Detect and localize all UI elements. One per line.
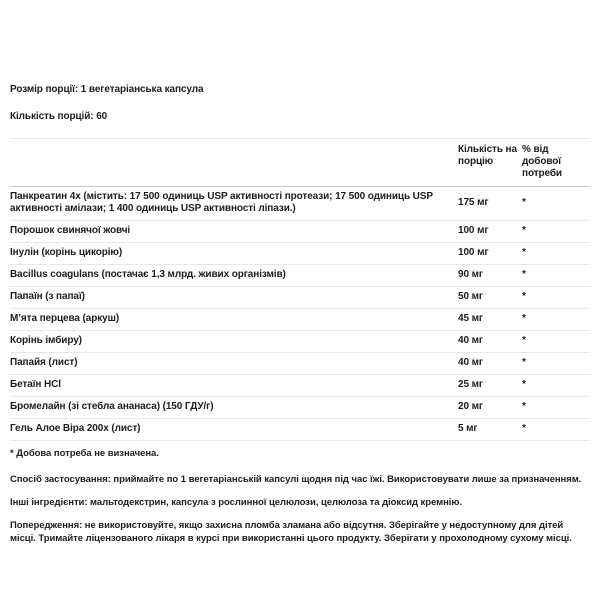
ingredient-name: Папаїн (з папаї) — [10, 291, 85, 302]
table-row — [10, 331, 590, 353]
ingredient-amount: 45 мг — [458, 313, 483, 324]
warning-text: Попередження: не використовуйте, якщо захисна пломба зламана або відсутня. Зберігайте у недоступному для дітей місці. Тримайте ліцензованого лікаря в курсі при використанні цього продукту. Зберігати у прохолодному сухому місці. — [10, 520, 572, 544]
table-row — [10, 397, 590, 419]
ingredient-amount: 20 мг — [458, 401, 483, 412]
header-daily-value: % від добової потреби — [522, 144, 562, 179]
ingredient-daily-value: * — [522, 247, 526, 258]
header-ingredient-spacer — [10, 144, 458, 180]
directions-text: Спосіб застосування: приймайте по 1 вегетаріанській капсулі щодня під час їжі. Використовувати лише за призначенням. — [10, 474, 582, 485]
ingredient-daily-value: * — [522, 401, 526, 412]
ingredient-daily-value: * — [522, 313, 526, 324]
daily-value-footnote: * Добова потреба не визначена. — [10, 448, 159, 459]
table-row — [10, 309, 590, 331]
ingredient-name: Bacillus coagulans (постачає 1,3 млрд. живих організмів) — [10, 269, 286, 280]
serving-size-line: Розмір порції: 1 вегетаріанська капсула — [10, 84, 204, 95]
ingredient-daily-value: * — [522, 291, 526, 302]
ingredient-name: Інулін (корінь цикорію) — [10, 247, 123, 258]
ingredients-table — [10, 138, 590, 441]
ingredient-amount: 40 мг — [458, 357, 483, 368]
ingredient-daily-value: * — [522, 269, 526, 280]
ingredient-amount: 100 мг — [458, 225, 489, 236]
ingredient-daily-value: * — [522, 197, 526, 208]
ingredient-amount: 175 мг — [458, 197, 489, 208]
table-row — [10, 353, 590, 375]
other-ingredients-text: Інші інгредієнти: мальтодекстрин, капсула з рослинної целюлози, целюлоза та діоксид кремнію. — [10, 497, 463, 508]
ingredient-daily-value: * — [522, 379, 526, 390]
ingredient-name: Бромелайн (зі стебла ананаса) (150 ГДУ/г) — [10, 401, 214, 412]
ingredient-daily-value: * — [522, 357, 526, 368]
ingredient-daily-value: * — [522, 423, 526, 434]
ingredient-amount: 100 мг — [458, 247, 489, 258]
ingredient-amount: 25 мг — [458, 379, 483, 390]
ingredient-name: М’ята перцева (аркуш) — [10, 313, 120, 324]
ingredient-name: Папайя (лист) — [10, 357, 78, 368]
ingredient-daily-value: * — [522, 225, 526, 236]
table-row — [10, 265, 590, 287]
ingredient-amount: 40 мг — [458, 335, 483, 346]
table-body — [10, 187, 590, 441]
table-row — [10, 419, 590, 441]
footnotes-section — [10, 447, 590, 545]
ingredient-name: Гель Алое Віра 200x (лист) — [10, 423, 141, 434]
table-row — [10, 221, 590, 243]
ingredient-daily-value: * — [522, 335, 526, 346]
table-row — [10, 243, 590, 265]
ingredient-amount: 50 мг — [458, 291, 483, 302]
ingredient-name: Корінь імбиру) — [10, 335, 82, 346]
servings-per-container-line: Кількість порцій: 60 — [10, 111, 108, 122]
table-row — [10, 375, 590, 397]
table-header-row — [10, 139, 590, 187]
ingredient-amount: 5 мг — [458, 423, 478, 434]
ingredient-name: Порошок свинячої жовчі — [10, 225, 131, 236]
header-amount-per-serving: Кількість на порцію — [458, 144, 517, 167]
table-row — [10, 287, 590, 309]
ingredient-amount: 90 мг — [458, 269, 483, 280]
table-row — [10, 187, 590, 221]
ingredient-name: Бетаїн HCl — [10, 379, 61, 390]
ingredient-name: Панкреатин 4x (містить: 17 500 одиниць USP активності протеази; 17 500 одиниць USP активності амілази; 1 400 одиниць USP активності ліпази.) — [10, 191, 433, 214]
